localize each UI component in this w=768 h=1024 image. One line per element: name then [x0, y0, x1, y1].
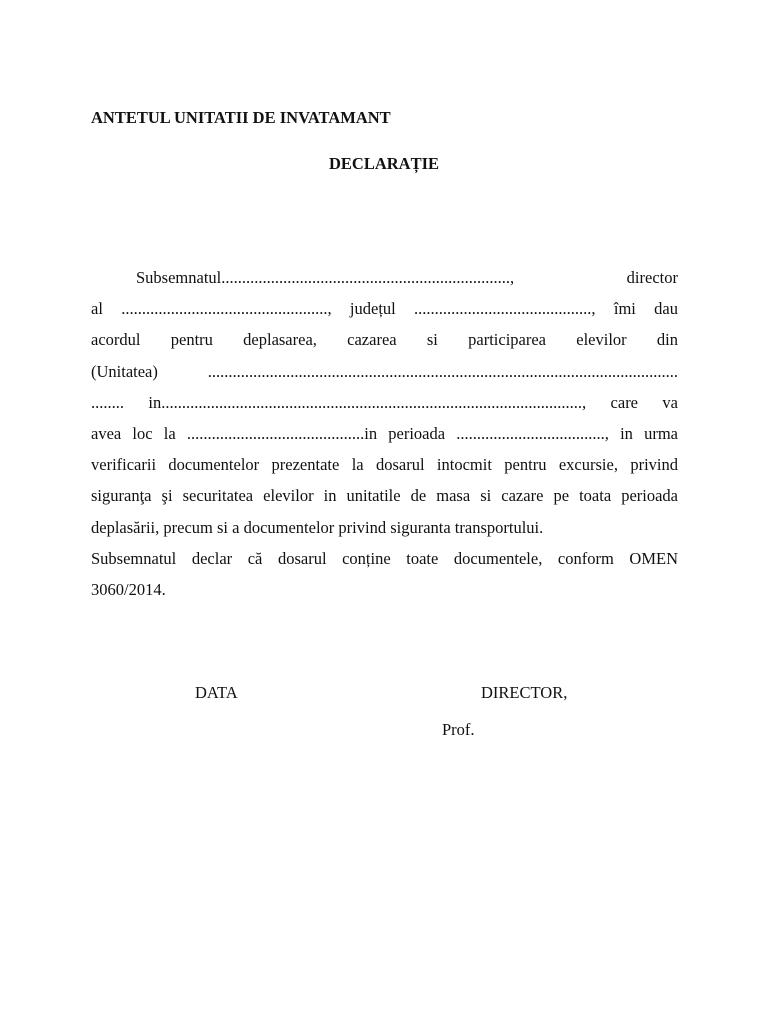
- document-title: [0, 154, 768, 174]
- paragraph1-line-7: verificarii documentelor prezentate la dosarul intocmit pentru excursie, privind: [91, 455, 678, 475]
- paragraph2-line-2: 3060/2014.: [91, 579, 166, 599]
- institution-header: ANTETUL UNITATII DE INVATAMANT: [91, 108, 391, 127]
- declaration-body: [91, 262, 678, 605]
- signature-date-label: DATA: [195, 683, 238, 702]
- paragraph1-line-9: deplasării, precum si a documentelor privind siguranta transportului.: [91, 517, 544, 537]
- paragraph1-line-1: Subsemnatul......................................................................, director: [136, 268, 678, 287]
- paragraph1-line-2: al .................................................., județul ..........................................., îmi dau: [91, 299, 678, 319]
- paragraph1-line-6: avea loc la ...........................................in perioada ...................................., in urma: [91, 423, 678, 443]
- signature-director-label: DIRECTOR,: [481, 683, 568, 702]
- paragraph1-line-3: acordul pentru deplasarea, cazarea si participarea elevilor din: [91, 330, 678, 350]
- signature-prof-label: Prof.: [442, 720, 475, 739]
- paragraph1-line-4: (Unitatea) ..................................................................................................................: [91, 361, 678, 381]
- paragraph1-line-5: ........ in......................................................................................................, care va: [91, 392, 678, 412]
- paragraph2-line-1: Subsemnatul declar că dosarul conține toate documentele, conform OMEN: [91, 548, 678, 568]
- paragraph1-line-8: siguranţa şi securitatea elevilor in unitatile de masa si cazare pe toata perioada: [91, 486, 678, 506]
- document-title-text: DECLARAȚIE: [328, 154, 440, 173]
